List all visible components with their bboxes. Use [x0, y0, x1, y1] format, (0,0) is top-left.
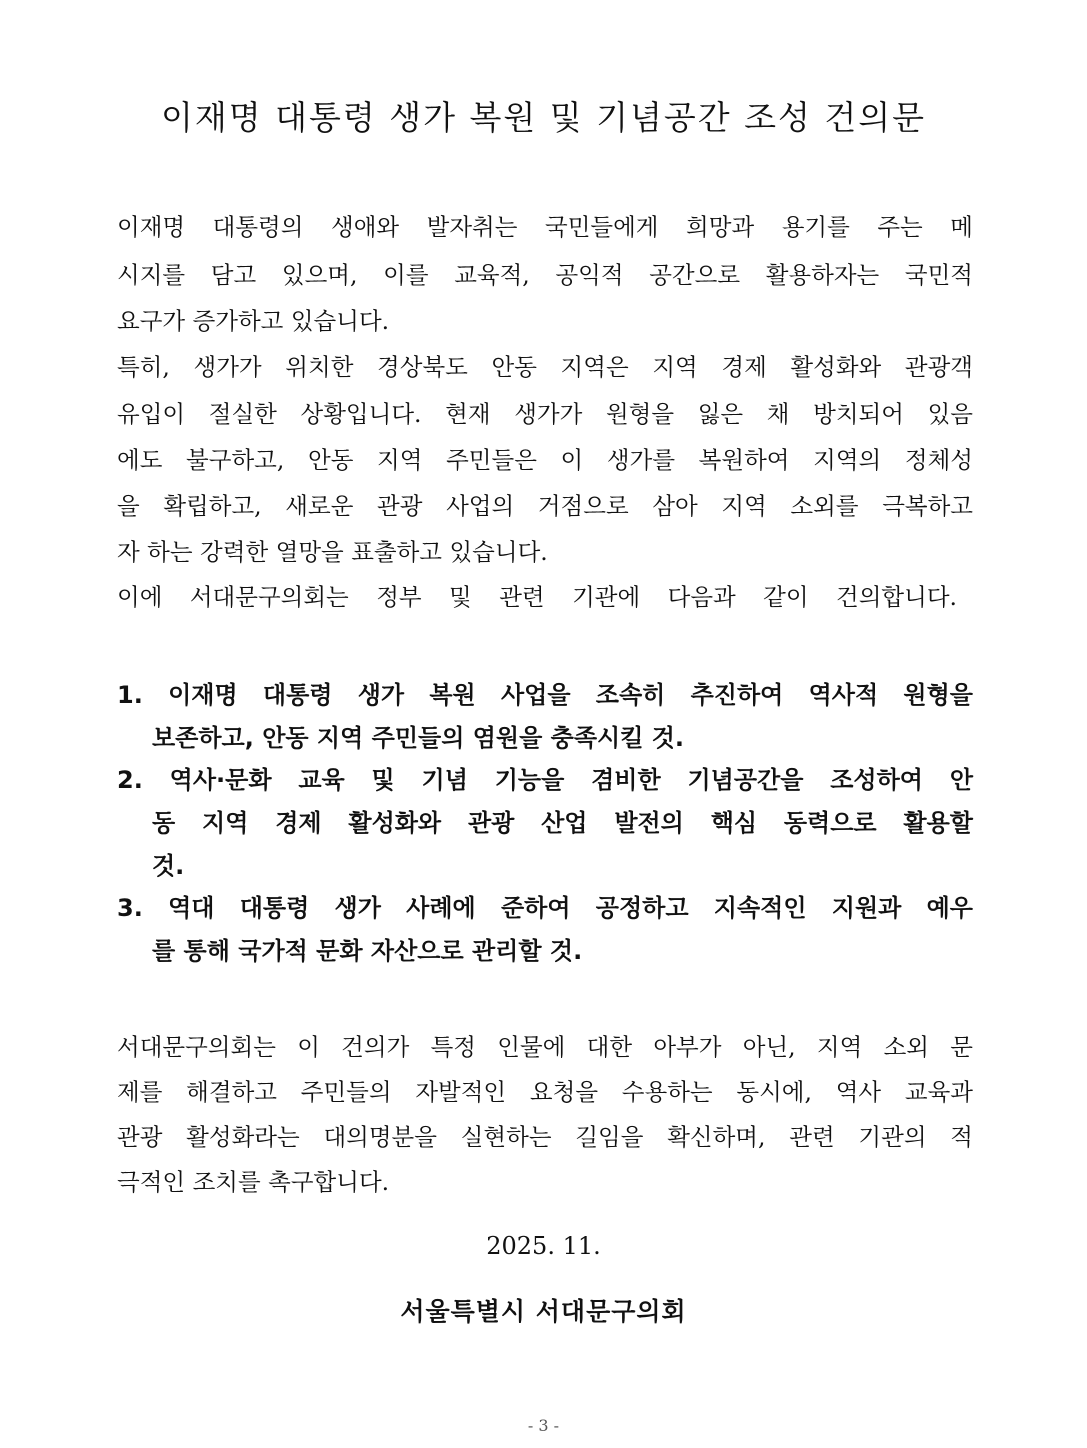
intro-line: 요구가 증가하고 있습니다.	[117, 307, 390, 335]
closing-line: 극적인 조치를 촉구합니다.	[117, 1168, 390, 1196]
document-date: 2025. 11.	[486, 1232, 601, 1260]
closing-line: 관광 활성화라는 대의명분을 실현하는 길임을 확신하며, 관련 기관의 적	[117, 1123, 973, 1151]
intro-line: 을 확립하고, 새로운 관광 사업의 거점으로 삼아 지역 소외를 극복하고	[117, 492, 973, 520]
intro-line: 특히, 생가가 위치한 경상북도 안동 지역은 지역 경제 활성화와 관광객	[117, 353, 973, 381]
document-title: 이재명 대통령 생가 복원 및 기념공간 조성 건의문	[161, 98, 926, 137]
proposal-item-1: 1. 이재명 대통령 생가 복원 사업을 조속히 추진하여 역사적 원형을	[117, 681, 973, 709]
page-number: - 3 -	[527, 1416, 560, 1435]
proposal-item-2: 2. 역사·문화 교육 및 기념 기능을 겸비한 기념공간을 조성하여 안	[117, 766, 973, 794]
proposal-item-3-cont: 를 통해 국가적 문화 자산으로 관리할 것.	[152, 937, 583, 965]
proposal-item-2-cont: 동 지역 경제 활성화와 관광 산업 발전의 핵심 동력으로 활용할	[152, 809, 973, 837]
intro-line: 유입이 절실한 상황입니다. 현재 생가가 원형을 잃은 채 방치되어 있음	[117, 400, 973, 428]
proposal-item-3: 3. 역대 대통령 생가 사례에 준하여 공정하고 지속적인 지원과 예우	[117, 894, 973, 922]
intro-line: 이재명 대통령의 생애와 발자취는 국민들에게 희망과 용기를 주는 메	[117, 213, 973, 241]
closing-line: 제를 해결하고 주민들의 자발적인 요청을 수용하는 동시에, 역사 교육과	[117, 1078, 973, 1106]
intro-line: 시지를 담고 있으며, 이를 교육적, 공익적 공간으로 활용하자는 국민적	[117, 261, 973, 289]
proposal-item-1-cont: 보존하고, 안동 지역 주민들의 염원을 충족시킬 것.	[152, 724, 685, 752]
intro-line: 이에 서대문구의회는 정부 및 관련 기관에 다음과 같이 건의합니다.	[117, 583, 957, 611]
issuing-organization: 서울특별시 서대문구의회	[400, 1297, 687, 1326]
intro-line: 에도 불구하고, 안동 지역 주민들은 이 생가를 복원하여 지역의 정체성	[117, 446, 973, 474]
intro-line: 자 하는 강력한 열망을 표출하고 있습니다.	[117, 538, 548, 566]
closing-line: 서대문구의회는 이 건의가 특정 인물에 대한 아부가 아닌, 지역 소외 문	[117, 1033, 973, 1061]
proposal-item-2-cont: 것.	[152, 852, 185, 880]
